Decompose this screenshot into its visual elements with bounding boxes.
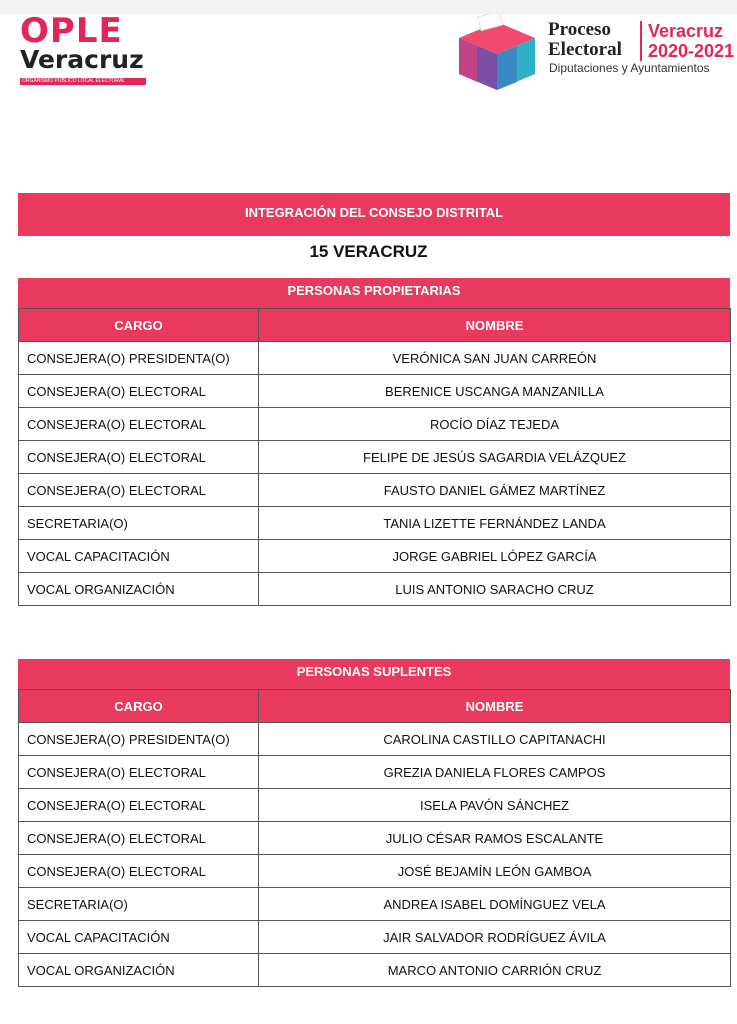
table-header-row	[19, 690, 731, 723]
cargo-cell: CONSEJERA(O) PRESIDENTA(O)	[19, 723, 259, 756]
nombre-cell: JAIR SALVADOR RODRÍGUEZ ÁVILA	[259, 921, 731, 954]
proceso-subtitle: Diputaciones y Ayuntamientos	[549, 61, 710, 75]
nombre-cell: BERENICE USCANGA MANZANILLA	[259, 375, 731, 408]
electoral-word: Electoral	[548, 39, 622, 60]
proceso-word: Proceso	[548, 19, 611, 40]
nombre-cell: TANIA LIZETTE FERNÁNDEZ LANDA	[259, 507, 731, 540]
table-row	[19, 789, 731, 822]
nombre-cell: JORGE GABRIEL LÓPEZ GARCÍA	[259, 540, 731, 573]
cargo-cell: SECRETARIA(O)	[19, 888, 259, 921]
table-row	[19, 573, 731, 606]
table-row	[19, 921, 731, 954]
nombre-cell: GREZIA DANIELA FLORES CAMPOS	[259, 756, 731, 789]
nombre-cell: ROCÍO DÍAZ TEJEDA	[259, 408, 731, 441]
table-row	[19, 888, 731, 921]
top-strip	[0, 0, 737, 14]
table-row	[19, 855, 731, 888]
table-row	[19, 441, 731, 474]
cargo-cell: SECRETARIA(O)	[19, 507, 259, 540]
banner-title: INTEGRACIÓN DEL CONSEJO DISTRITAL	[18, 193, 730, 236]
district-title: 15 VERACRUZ	[309, 242, 428, 261]
table-row	[19, 822, 731, 855]
table-row	[19, 474, 731, 507]
proceso-state: Veracruz	[648, 21, 724, 41]
propietarias-table	[18, 308, 731, 606]
cargo-cell: CONSEJERA(O) ELECTORAL	[19, 756, 259, 789]
propietarias-title: PERSONAS PROPIETARIAS	[18, 278, 730, 308]
nombre-cell: LUIS ANTONIO SARACHO CRUZ	[259, 573, 731, 606]
cargo-cell: VOCAL ORGANIZACIÓN	[19, 954, 259, 987]
column-header-nombre: NOMBRE	[259, 309, 731, 342]
nombre-cell: FAUSTO DANIEL GÁMEZ MARTÍNEZ	[259, 474, 731, 507]
table-header-row	[19, 309, 731, 342]
propietarias-section	[18, 278, 730, 606]
ople-logo-tagline: ORGANISMO PÚBLICO LOCAL ELECTORAL	[20, 78, 146, 85]
table-row	[19, 723, 731, 756]
cargo-cell: CONSEJERA(O) ELECTORAL	[19, 822, 259, 855]
column-header-cargo: CARGO	[19, 690, 259, 723]
ople-logo-word: OPLE	[20, 14, 123, 44]
nombre-cell: FELIPE DE JESÚS SAGARDIA VELÁZQUEZ	[259, 441, 731, 474]
table-row	[19, 375, 731, 408]
table-row	[19, 540, 731, 573]
suplentes-section	[18, 659, 730, 987]
suplentes-title: PERSONAS SUPLENTES	[18, 659, 730, 689]
cargo-cell: CONSEJERA(O) ELECTORAL	[19, 789, 259, 822]
suplentes-table	[18, 689, 731, 987]
table-row	[19, 954, 731, 987]
ballot-cube-icon	[455, 14, 539, 92]
table-row	[19, 342, 731, 375]
cargo-cell: VOCAL CAPACITACIÓN	[19, 540, 259, 573]
nombre-cell: VERÓNICA SAN JUAN CARREÓN	[259, 342, 731, 375]
proceso-years-block	[640, 21, 734, 61]
proceso-logo	[548, 20, 622, 60]
ople-logo	[20, 14, 150, 89]
cargo-cell: CONSEJERA(O) ELECTORAL	[19, 855, 259, 888]
proceso-years: 2020-2021	[648, 41, 735, 61]
cargo-cell: VOCAL ORGANIZACIÓN	[19, 573, 259, 606]
ople-logo-subtitle: Veracruz	[20, 45, 144, 74]
table-row	[19, 408, 731, 441]
nombre-cell: CAROLINA CASTILLO CAPITANACHI	[259, 723, 731, 756]
nombre-cell: ANDREA ISABEL DOMÍNGUEZ VELA	[259, 888, 731, 921]
nombre-cell: JOSÉ BEJAMÍN LEÓN GAMBOA	[259, 855, 731, 888]
cargo-cell: CONSEJERA(O) ELECTORAL	[19, 375, 259, 408]
nombre-cell: JULIO CÉSAR RAMOS ESCALANTE	[259, 822, 731, 855]
column-header-nombre: NOMBRE	[259, 690, 731, 723]
nombre-cell: ISELA PAVÓN SÁNCHEZ	[259, 789, 731, 822]
table-row	[19, 756, 731, 789]
column-header-cargo: CARGO	[19, 309, 259, 342]
cargo-cell: CONSEJERA(O) ELECTORAL	[19, 441, 259, 474]
cargo-cell: VOCAL CAPACITACIÓN	[19, 921, 259, 954]
cargo-cell: CONSEJERA(O) ELECTORAL	[19, 474, 259, 507]
cargo-cell: CONSEJERA(O) PRESIDENTA(O)	[19, 342, 259, 375]
cargo-cell: CONSEJERA(O) ELECTORAL	[19, 408, 259, 441]
nombre-cell: MARCO ANTONIO CARRIÓN CRUZ	[259, 954, 731, 987]
table-row	[19, 507, 731, 540]
